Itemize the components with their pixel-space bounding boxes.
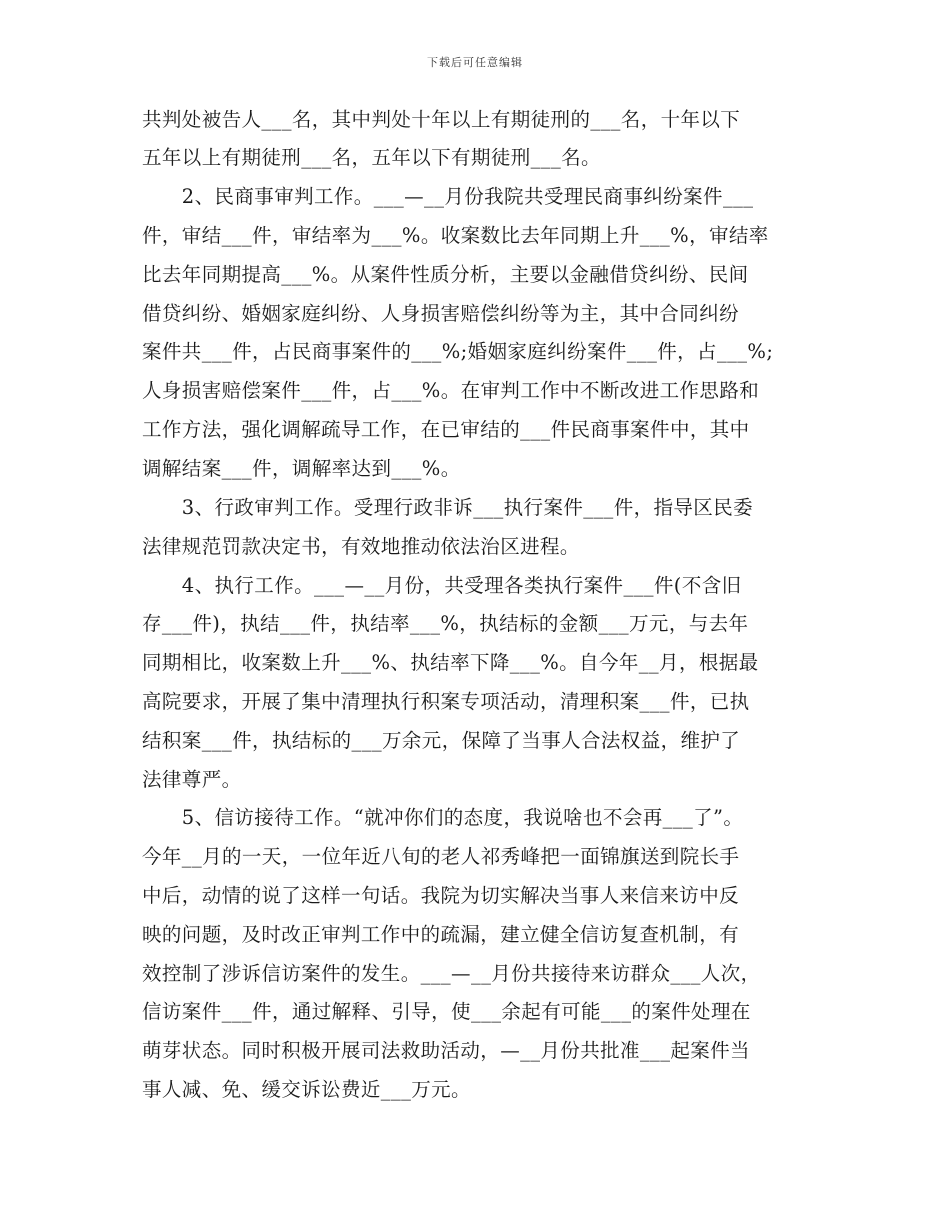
text-line: 借贷纠纷、婚姻家庭纠纷、人身损害赔偿纠纷等为主，其中合同纠纷: [142, 302, 740, 325]
page-header: 下载后可任意编辑: [427, 56, 523, 69]
text-line: 比去年同期提高___%。从案件性质分析，主要以金融借贷纠纷、民间: [142, 263, 749, 286]
text-line: 人身损害赔偿案件___件，占___%。在审判工作中不断改进工作思路和: [142, 379, 760, 402]
text-line: 3、行政审判工作。受理行政非诉___执行案件___件，指导区民委: [142, 496, 754, 519]
text-line: 5、信访接待工作。“就冲你们的态度，我说啥也不会再___了”。: [142, 806, 744, 829]
text-line: 2、民商事审判工作。___—__月份我院共受理民商事纠纷案件___: [142, 185, 754, 208]
text-line: 案件共___件，占民商事案件的___%;婚姻家庭纠纷案件___件，占___%;: [142, 340, 774, 363]
text-line: 结积案___件，执结标的___万余元，保障了当事人合法权益，维护了: [142, 729, 741, 752]
text-line: 映的问题，及时改正审判工作中的疏漏，建立健全信访复查机制，有: [142, 923, 740, 946]
text-line: 4、执行工作。___—__月份，共受理各类执行案件___件(不含旧: [142, 574, 742, 597]
text-line: 件，审结___件，审结率为___%。收案数比去年同期上升___%，审结率: [142, 224, 769, 247]
text-line: 高院要求，开展了集中清理执行积案专项活动，清理积案___件，已执: [142, 690, 750, 713]
text-line: 信访案件___件，通过解释、引导，使___余起有可能___的案件处理在: [142, 1000, 751, 1023]
text-line: 法律尊严。: [142, 768, 242, 791]
text-line: 同期相比，收案数上升___%、执结率下降___%。自今年__月，根据最: [142, 651, 759, 674]
text-line: 共判处被告人___名，其中判处十年以上有期徒刑的___名，十年以下: [142, 108, 741, 131]
text-line: 调解结案___件，调解率达到___%。: [142, 457, 461, 480]
text-line: 事人减、免、缓交诉讼费近___万元。: [142, 1078, 471, 1101]
text-line: 法律规范罚款决定书，有效地推动依法治区进程。: [142, 535, 580, 558]
text-line: 存___件)，执结___件，执结率___%，执结标的金额___万元，与去年: [142, 612, 749, 635]
text-line: 今年__月的一天，一位年近八旬的老人祁秀峰把一面锦旗送到院长手: [142, 845, 740, 868]
text-line: 效控制了涉诉信访案件的发生。___—__月份共接待来访群众___人次，: [142, 962, 761, 985]
text-line: 中后，动情的说了这样一句话。我院为切实解决当事人来信来访中反: [142, 884, 740, 907]
text-line: 工作方法，强化调解疏导工作，在已审结的___件民商事案件中，其中: [142, 418, 750, 441]
text-line: 五年以上有期徒刑___名，五年以下有期徒刑___名。: [142, 146, 601, 169]
text-line: 萌芽状态。同时积极开展司法救助活动，—__月份共批准___起案件当: [142, 1039, 750, 1062]
